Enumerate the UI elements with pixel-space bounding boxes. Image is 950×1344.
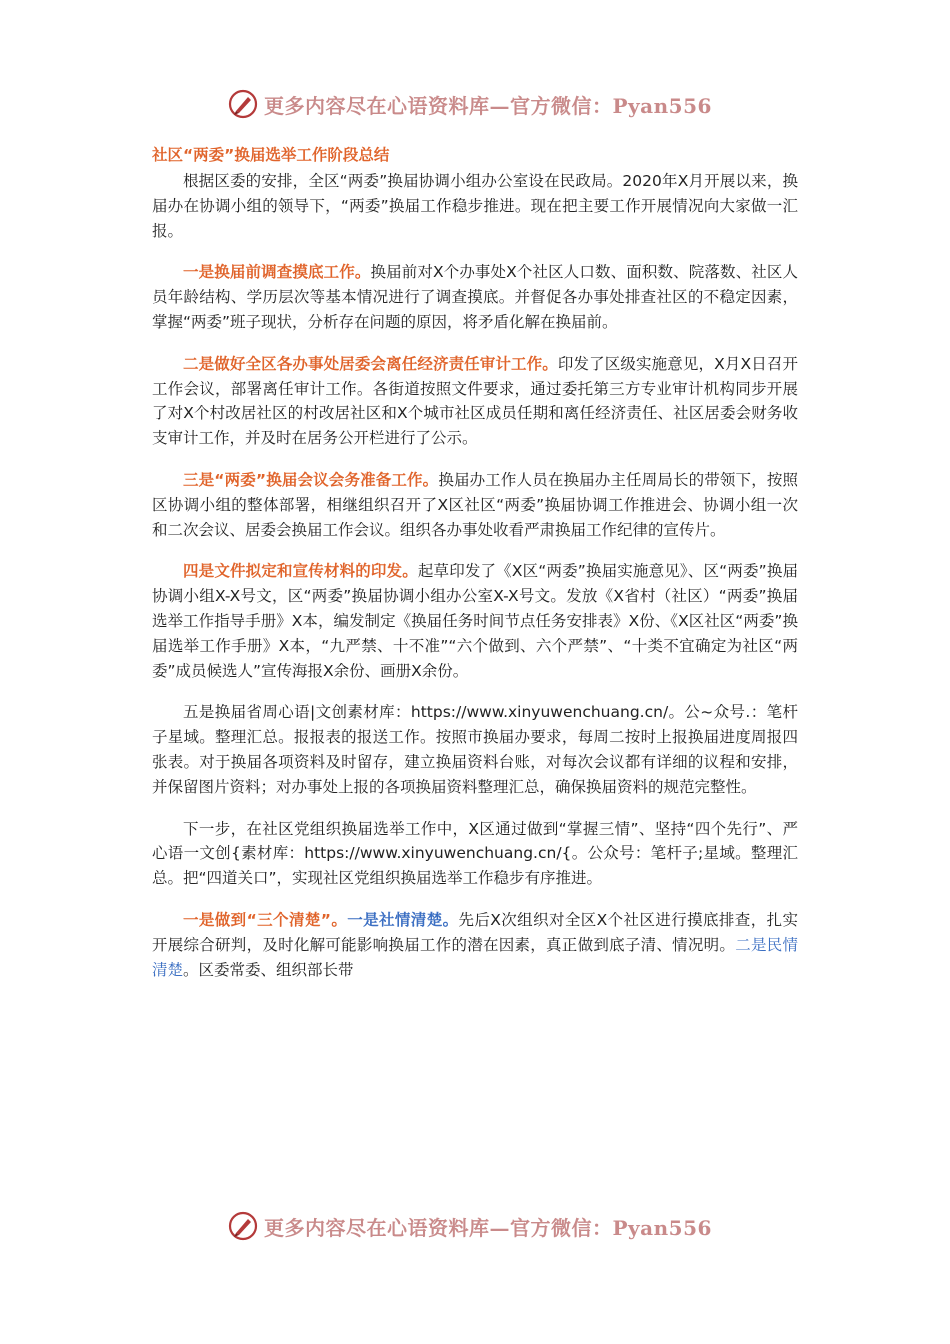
paragraph-3-heading: 三是“两委”换届会议会务准备工作。 [183,470,439,489]
document-title: 社区“两委”换届选举工作阶段总结 [152,146,390,164]
paragraph-2-heading: 二是做好全区各办事处居委会离任经济责任审计工作。 [183,354,558,373]
paragraph-7-body-2: 。区委常委、组织部长带 [183,960,354,979]
paragraph-1-heading: 一是换届前调查摸底工作。 [183,263,371,282]
footer-banner [228,1208,728,1244]
banner-text: 更多内容尽在心语资料库—官方微信：Pyan556 [264,93,712,118]
paragraph-7-body-1: 先后X次组织对全区X个社区进行摸底排查，扎实开展综合研判，及时化解可能影响换届工作的潜在因素，真正做到底子清、情况明。 [152,910,798,954]
banner-text: 更多内容尽在心语资料库—官方微信：Pyan556 [264,1215,712,1240]
paragraph-7-subheading-2: 二是民情清楚 [152,935,798,979]
paragraph-7-heading: 一是做到“三个清楚”。 [183,910,348,929]
intro-paragraph: 根据区委的安排，全区“两委”换届协调小组办公室设在民政局。2020年X月开展以来，换届办在协调小组的领导下，“两委”换届工作稳步推进。现在把主要工作开展情况向大家做一汇报。 [152,172,798,240]
pen-logo-icon [228,89,258,119]
paragraph-4-body: 起草印发了《X区“两委”换届实施意见》、区“两委”换届协调小组X-X号文，区“两委”换届协调小组办公室X-X号文。发放《X省村（社区）“两委”换届选举工作指导手册》X本，编发制定《换届任务时间节点任务安排表》X份、《X区社区“两委”换届选举工作手册》X本，“九严禁、十不准”“六个做到、六个严禁”、“十类不宜确定为社区“两委”成员候选人”宣传海报X余份、画册X余份。 [152,562,798,680]
paragraph-4 [152,559,798,683]
pen-logo-icon [228,1211,258,1241]
paragraph-3 [152,468,798,542]
paragraph-2-body: 印发了区级实施意见，X月X日召开工作会议，部署离任审计工作。各街道按照文件要求，通过委托第三方专业审计机构同步开展了对X个村改居社区的村改居社区和X个城市社区成员任期和离任经济责任、社区居委会财务收支审计工作，并及时在居务公开栏进行了公示。 [152,354,798,448]
paragraph-5: 五是换届省周心语|文创素材库：https://www.xinyuwenchuang.cn/。公~众号.：笔杆子星域。整理汇总。报报表的报送工作。按照市换届办要求，每周二按时上报换届进度周报四张表。对于换届各项资料及时留存，建立换届资料台账，对每次会议都有详细的议程和安排，并保留图片资料；对办事处上报的各项换届资料整理汇总，确保换届资料的规范完整性。 [152,703,798,796]
paragraph-1 [152,260,798,334]
paragraph-6: 下一步，在社区党组织换届选举工作中，X区通过做到“掌握三情”、坚持“四个先行”、严心语一文创{素材库：https://www.xinyuwenchuang.cn/{。公众号：笔杆子;星域。整理汇总。把“四道关口”，实现社区党组织换届选举工作稳步有序推进。 [152,819,798,888]
paragraph-3-body: 换届办工作人员在换届办主任周局长的带领下，按照区协调小组的整体部署，相继组织召开了X区社区“两委”换届协调工作推进会、协调小组一次和二次会议、居委会换届工作会议。组织各办事处收看严肃换届工作纪律的宣传片。 [152,470,798,539]
paragraph-7 [152,908,798,982]
paragraph-1-body: 换届前对X个办事处X个社区人口数、面积数、院落数、社区人员年龄结构、学历层次等基本情况进行了调查摸底。并督促各办事处排查社区的不稳定因素，掌握“两委”班子现状，分析存在问题的原因，将矛盾化解在换届前。 [152,263,798,331]
header-banner [228,86,728,122]
document-body [152,144,798,999]
paragraph-7-subheading-1: 一是社情清楚。 [347,910,459,929]
paragraph-2 [152,352,798,451]
paragraph-4-heading: 四是文件拟定和宣传材料的印发。 [183,562,418,581]
